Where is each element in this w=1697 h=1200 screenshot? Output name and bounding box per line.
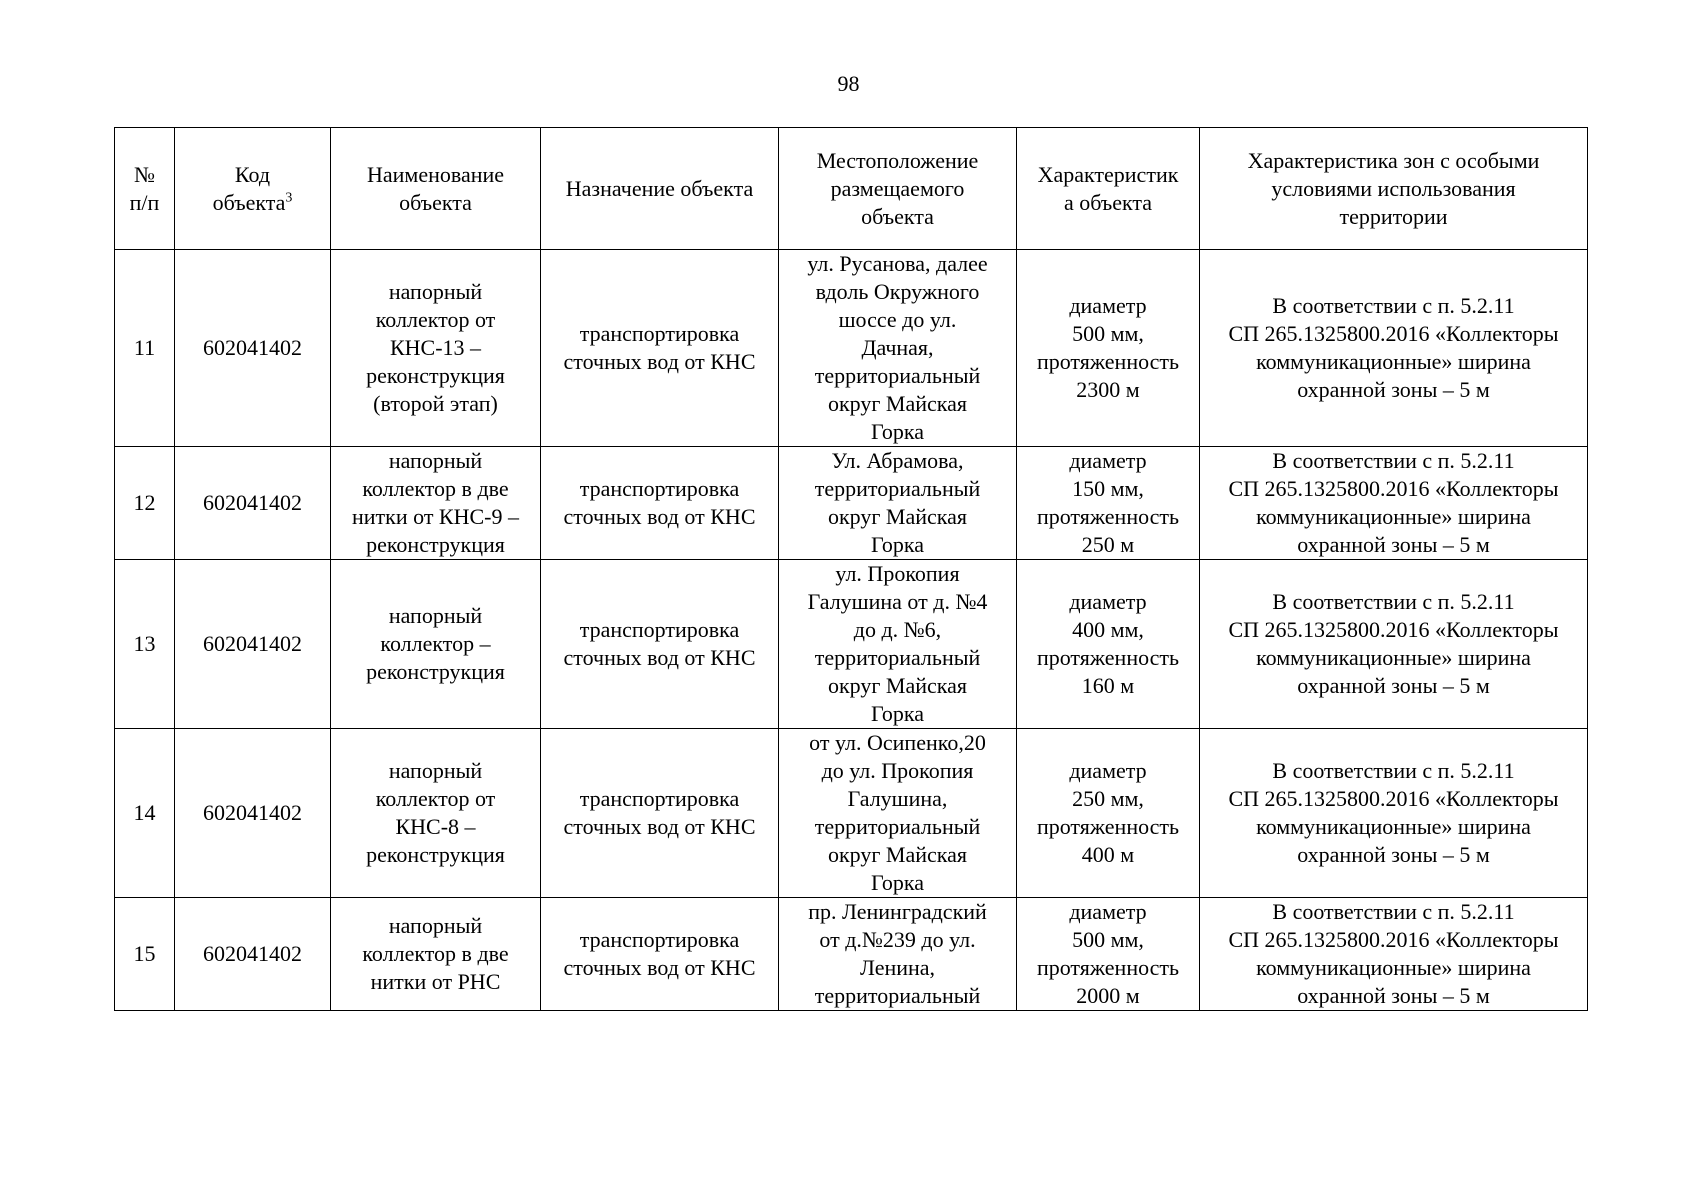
cell-object-purpose: транспортировка сточных вод от КНС xyxy=(541,898,779,1011)
cell-object-purpose: транспортировка сточных вод от КНС xyxy=(541,250,779,447)
page-number: 98 xyxy=(837,71,860,96)
cell-object-purpose: транспортировка сточных вод от КНС xyxy=(541,729,779,898)
cell-object-name: напорный коллектор в две нитки от РНС xyxy=(331,898,541,1011)
header-object-purpose: Назначение объекта xyxy=(541,128,779,250)
cell-number: 14 xyxy=(115,729,175,898)
cell-object-location: от ул. Осипенко,20 до ул. Прокопия Галушина, территориальный округ Майская Горка xyxy=(779,729,1017,898)
cell-object-purpose: транспортировка сточных вод от КНС xyxy=(541,560,779,729)
header-number: № п/п xyxy=(115,128,175,250)
cell-zone-characteristic: В соответствии с п. 5.2.11 СП 265.1325800.2016 «Коллекторы коммуникационные» ширина охранной зоны – 5 м xyxy=(1200,898,1588,1011)
table-row xyxy=(115,447,1588,560)
footnote-marker: 3 xyxy=(285,190,293,206)
cell-object-characteristic: диаметр 500 мм, протяженность 2000 м xyxy=(1017,898,1200,1011)
header-object-name: Наименование объекта xyxy=(331,128,541,250)
cell-object-name: напорный коллектор в две нитки от КНС-9 – реконструкция xyxy=(331,447,541,560)
header-object-characteristic: Характеристик а объекта xyxy=(1017,128,1200,250)
cell-zone-characteristic: В соответствии с п. 5.2.11 СП 265.1325800.2016 «Коллекторы коммуникационные» ширина охранной зоны – 5 м xyxy=(1200,560,1588,729)
cell-object-code: 602041402 xyxy=(175,898,331,1011)
cell-object-location: ул. Русанова, далее вдоль Окружного шоссе до ул. Дачная, территориальный округ Майская Горка xyxy=(779,250,1017,447)
cell-object-name: напорный коллектор от КНС-8 – реконструкция xyxy=(331,729,541,898)
table-row xyxy=(115,250,1588,447)
cell-object-name: напорный коллектор от КНС-13 – реконструкция (второй этап) xyxy=(331,250,541,447)
cell-object-name: напорный коллектор – реконструкция xyxy=(331,560,541,729)
cell-zone-characteristic: В соответствии с п. 5.2.11 СП 265.1325800.2016 «Коллекторы коммуникационные» ширина охранной зоны – 5 м xyxy=(1200,447,1588,560)
objects-table xyxy=(114,127,1588,1011)
table-row xyxy=(115,729,1588,898)
cell-object-location: ул. Прокопия Галушина от д. №4 до д. №6, территориальный округ Майская Горка xyxy=(779,560,1017,729)
cell-object-location: пр. Ленинградский от д.№239 до ул. Ленина, территориальный xyxy=(779,898,1017,1011)
cell-number: 11 xyxy=(115,250,175,447)
cell-zone-characteristic: В соответствии с п. 5.2.11 СП 265.1325800.2016 «Коллекторы коммуникационные» ширина охранной зоны – 5 м xyxy=(1200,729,1588,898)
cell-number: 15 xyxy=(115,898,175,1011)
cell-object-characteristic: диаметр 400 мм, протяженность 160 м xyxy=(1017,560,1200,729)
cell-number: 13 xyxy=(115,560,175,729)
cell-object-characteristic: диаметр 150 мм, протяженность 250 м xyxy=(1017,447,1200,560)
cell-object-purpose: транспортировка сточных вод от КНС xyxy=(541,447,779,560)
header-object-code: Код объекта$^3$ xyxy=(175,128,331,250)
cell-object-code: 602041402 xyxy=(175,560,331,729)
table-header-row xyxy=(115,128,1588,250)
cell-object-location: Ул. Абрамова, территориальный округ Майская Горка xyxy=(779,447,1017,560)
cell-object-code: 602041402 xyxy=(175,729,331,898)
cell-object-characteristic: диаметр 250 мм, протяженность 400 м xyxy=(1017,729,1200,898)
cell-object-code: 602041402 xyxy=(175,250,331,447)
table-row xyxy=(115,898,1588,1011)
cell-zone-characteristic: В соответствии с п. 5.2.11 СП 265.1325800.2016 «Коллекторы коммуникационные» ширина охранной зоны – 5 м xyxy=(1200,250,1588,447)
cell-object-characteristic: диаметр 500 мм, протяженность 2300 м xyxy=(1017,250,1200,447)
table-row xyxy=(115,560,1588,729)
header-object-location: Местоположение размещаемого объекта xyxy=(779,128,1017,250)
header-zone-characteristic: Характеристика зон с особыми условиями использования территории xyxy=(1200,128,1588,250)
cell-number: 12 xyxy=(115,447,175,560)
cell-object-code: 602041402 xyxy=(175,447,331,560)
